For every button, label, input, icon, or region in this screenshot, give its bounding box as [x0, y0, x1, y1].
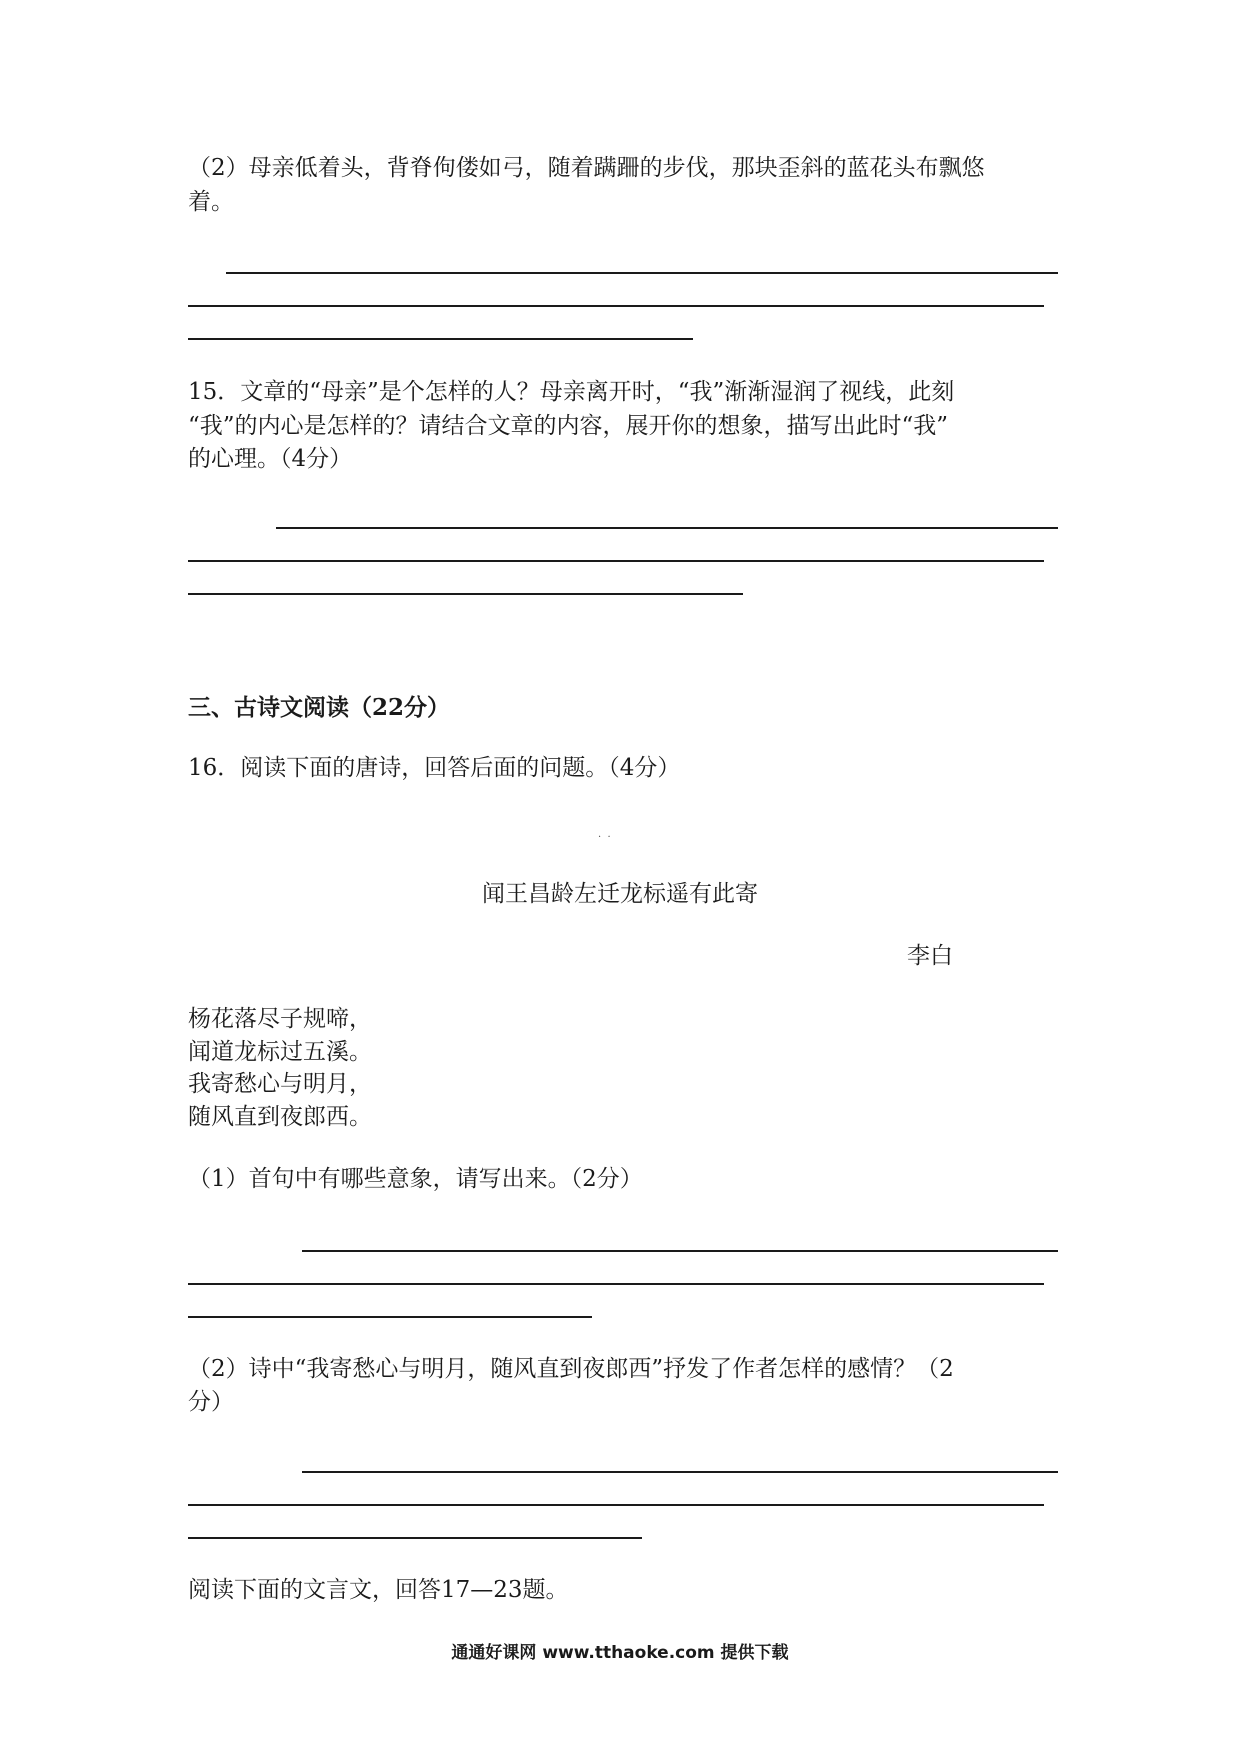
- q16-prompt: 16．阅读下面的唐诗，回答后面的问题。（4分）: [188, 755, 681, 781]
- q14-2-text-line1: （2）母亲低着头，背脊佝偻如弓，随着蹒跚的步伐，那块歪斜的蓝花头布飘悠: [188, 155, 985, 181]
- answer-line[interactable]: [188, 560, 1044, 562]
- section-heading: 三、古诗文阅读（22分）: [188, 694, 451, 721]
- answer-line[interactable]: [276, 527, 1058, 529]
- answer-line[interactable]: [302, 1250, 1058, 1252]
- decorative-dots: · ·: [598, 832, 611, 843]
- poem-author: 李白: [907, 943, 953, 969]
- page-footer: 通通好课网 www.tthaoke.com 提供下载: [451, 1643, 789, 1663]
- answer-line[interactable]: [188, 1283, 1044, 1285]
- q16-sub1: （1）首句中有哪些意象，请写出来。（2分）: [188, 1166, 643, 1192]
- answer-line[interactable]: [188, 338, 693, 340]
- poem-title: 闻王昌龄左迁龙标遥有此寄: [482, 881, 758, 907]
- answer-line[interactable]: [188, 305, 1044, 307]
- answer-line[interactable]: [188, 1504, 1044, 1506]
- poem-line: 杨花落尽子规啼，: [188, 1006, 372, 1032]
- answer-line[interactable]: [302, 1471, 1058, 1473]
- poem-line: 我寄愁心与明月，: [188, 1071, 372, 1097]
- answer-line[interactable]: [188, 1537, 642, 1539]
- classical-intro: 阅读下面的文言文，回答17—23题。: [188, 1577, 569, 1603]
- poem-line: 随风直到夜郎西。: [188, 1104, 372, 1130]
- poem-line: 闻道龙标过五溪。: [188, 1039, 372, 1065]
- q16-sub2-line1: （2）诗中“我寄愁心与明月，随风直到夜郎西”抒发了作者怎样的感情？（2: [188, 1356, 954, 1382]
- answer-line[interactable]: [188, 1316, 592, 1318]
- q15-text-line1: 15．文章的“母亲”是个怎样的人？母亲离开时，“我”渐渐湿润了视线，此刻: [188, 379, 955, 405]
- q15-text-line3: 的心理。（4分）: [188, 446, 353, 472]
- q14-2-text-line2: 着。: [188, 189, 234, 215]
- answer-line[interactable]: [188, 593, 743, 595]
- answer-line[interactable]: [226, 272, 1058, 274]
- q15-text-line2: “我”的内心是怎样的？请结合文章的内容，展开你的想象，描写出此时“我”: [188, 413, 949, 439]
- q16-sub2-line2: 分）: [188, 1389, 234, 1415]
